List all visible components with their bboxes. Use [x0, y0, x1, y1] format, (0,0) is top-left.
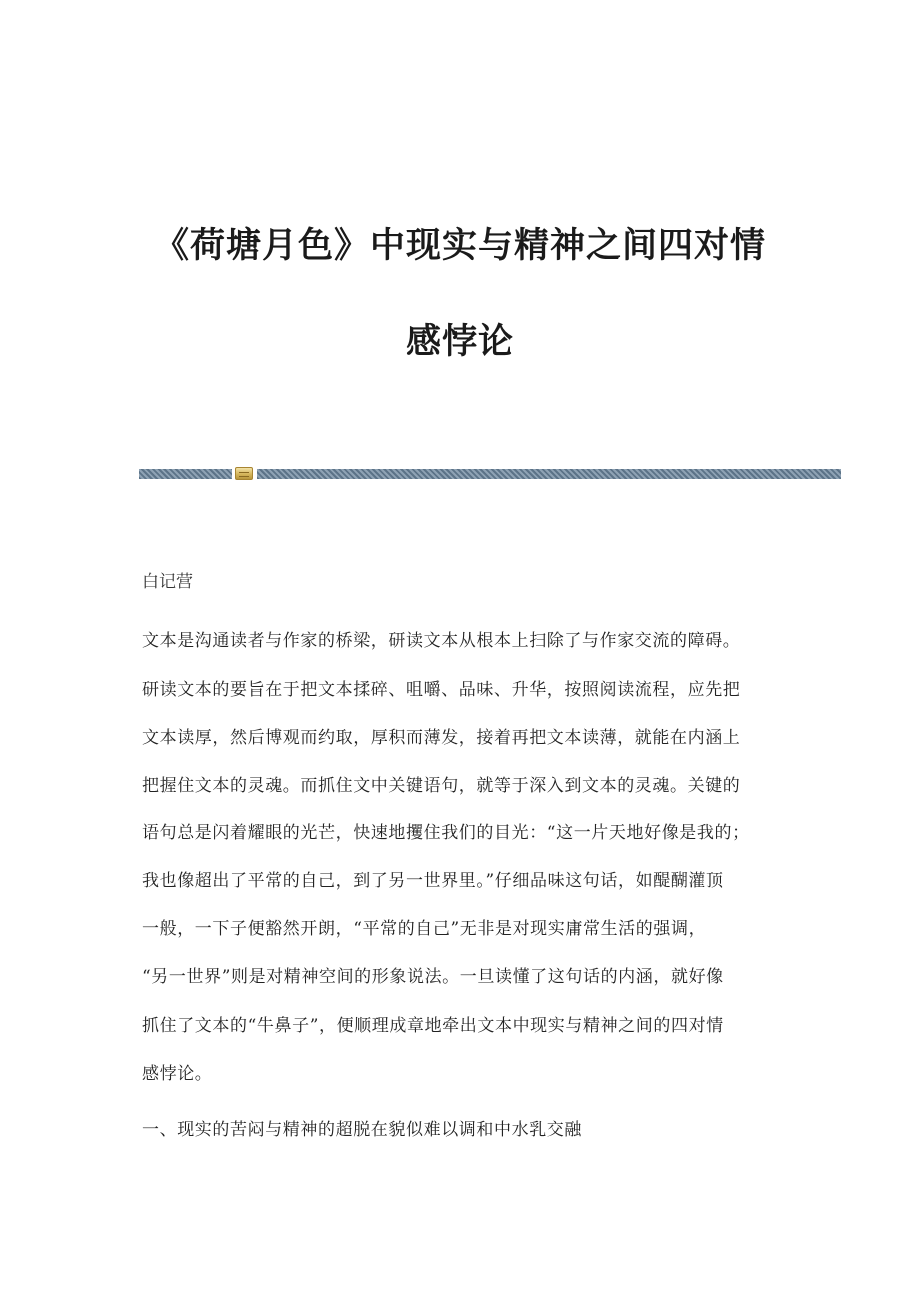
document-title-line-2: 感悖论 — [405, 322, 514, 362]
body-line: 把握住文本的灵魂。而抓住文中关键语句，就等于深入到文本的灵魂。关键的 — [142, 776, 741, 796]
section-heading: 一、现实的苦闷与精神的超脱在貌似难以调和中水乳交融 — [142, 1120, 582, 1140]
body-line: 文本读厚，然后博观而约取，厚积而薄发，接着再把文本读薄，就能在内涵上 — [142, 728, 741, 748]
title-divider-right — [257, 469, 841, 479]
divider-ornament-icon — [235, 467, 253, 480]
body-line: 语句总是闪着耀眼的光芒，快速地攫住我们的目光：“这一片天地好像是我的； — [142, 823, 750, 843]
author-name: 白记营 — [142, 572, 193, 592]
body-line: “另一世界”则是对精神空间的形象说法。一旦读懂了这句话的内涵，就好像 — [142, 967, 724, 987]
body-line: 研读文本的要旨在于把文本揉碎、咀嚼、品味、升华，按照阅读流程，应先把 — [142, 680, 741, 700]
body-line: 抓住了文本的“牛鼻子”，便顺理成章地牵出文本中现实与精神之间的四对情 — [142, 1016, 724, 1036]
body-line: 文本是沟通读者与作家的桥梁，研读文本从根本上扫除了与作家交流的障碍。 — [142, 631, 741, 651]
body-line: 感悖论。 — [142, 1064, 213, 1084]
body-line: 我也像超出了平常的自己，到了另一世界里。”仔细品味这句话，如醍醐灌顶 — [142, 871, 724, 891]
title-divider-left — [139, 469, 232, 479]
body-line: 一般，一下子便豁然开朗，“平常的自己”无非是对现实庸常生活的强调， — [142, 919, 707, 939]
document-title-line-1: 《荷塘月色》中现实与精神之间四对情 — [153, 226, 766, 266]
